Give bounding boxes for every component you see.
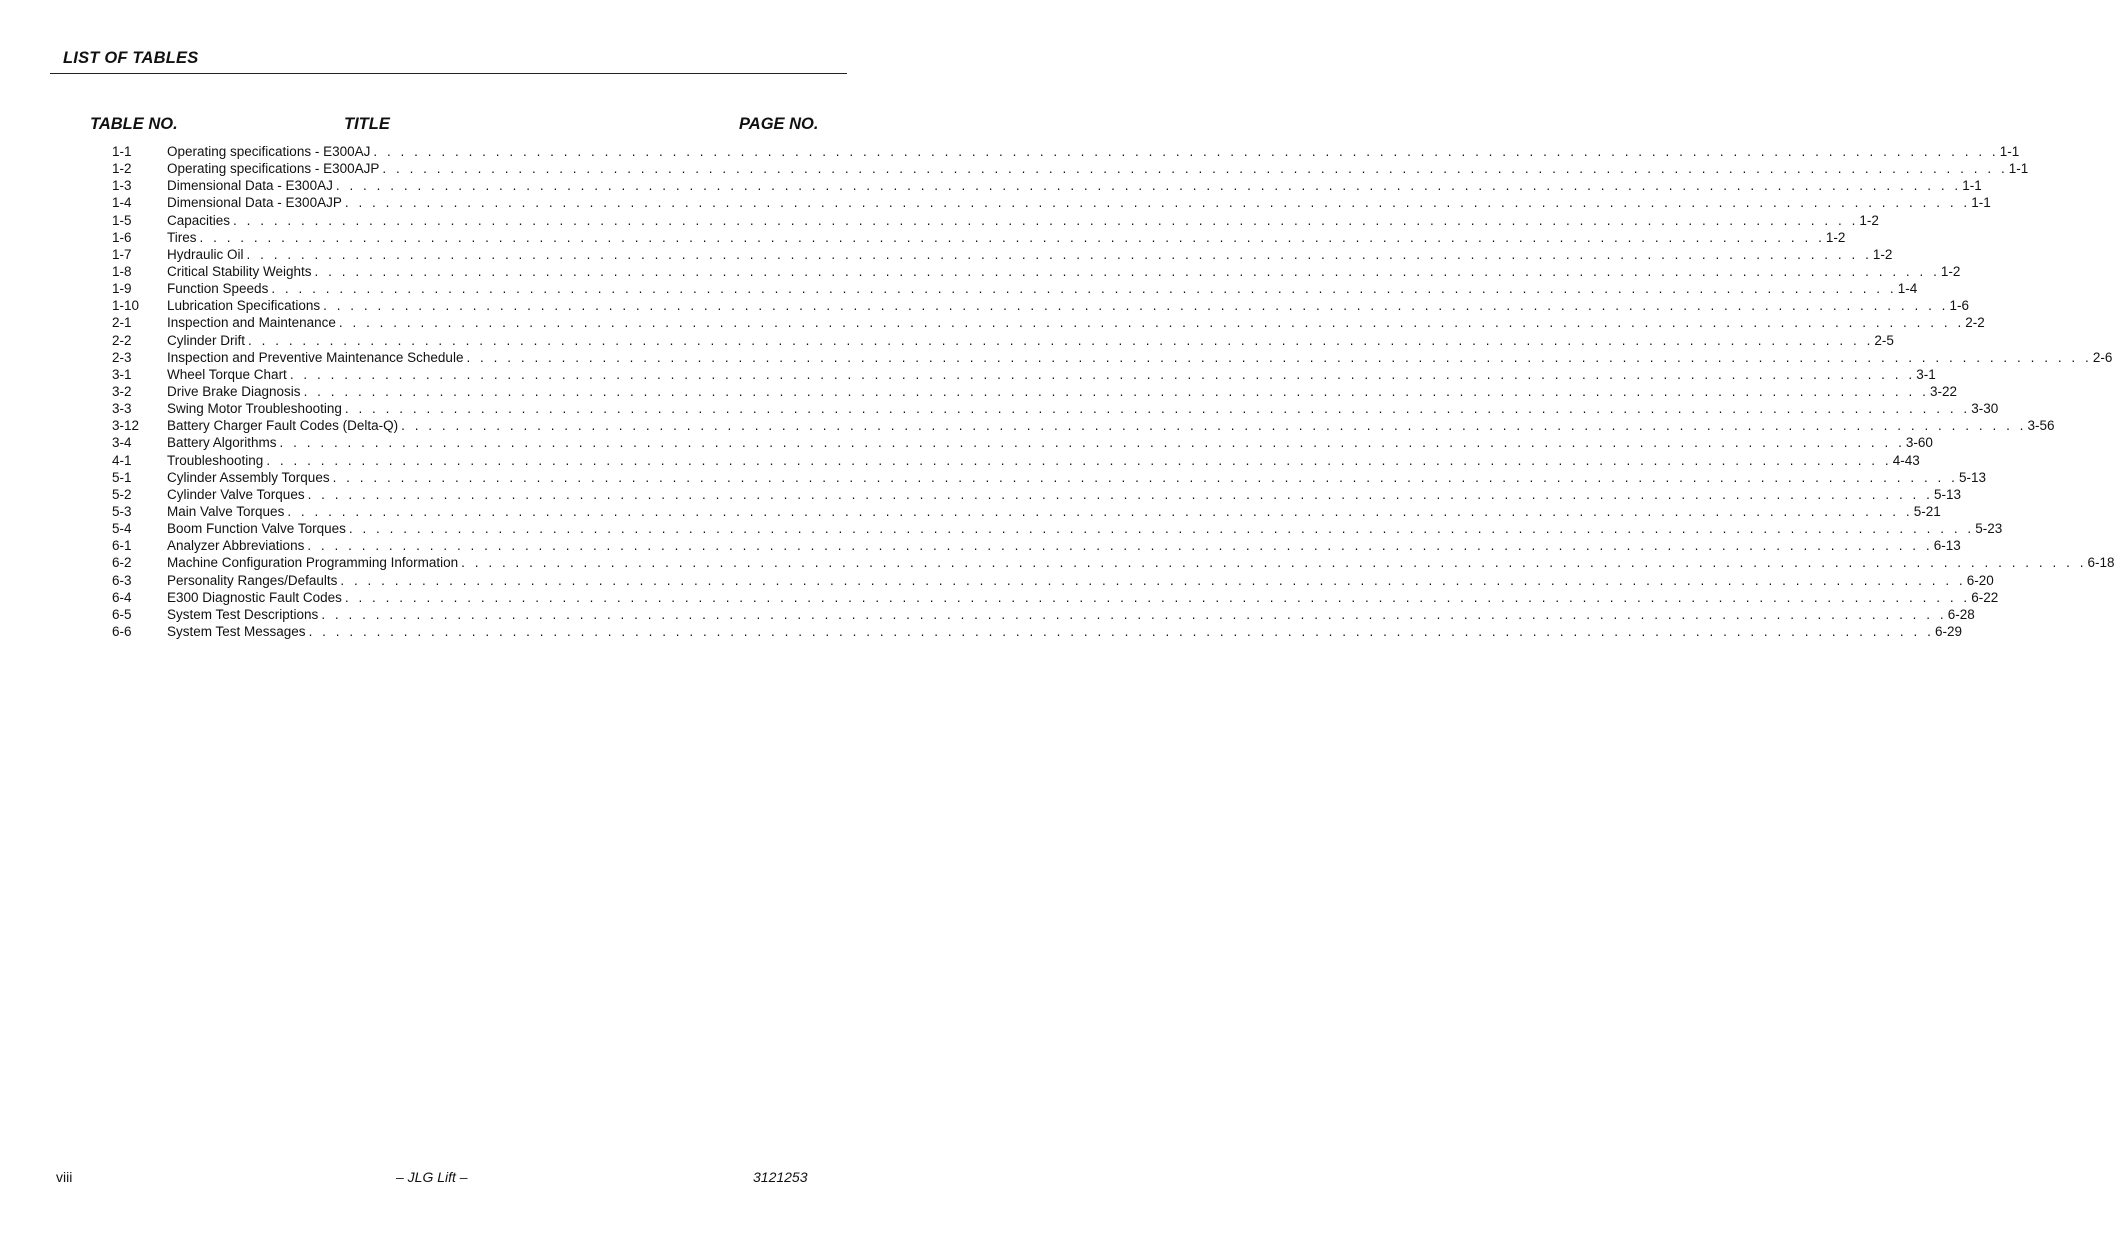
page-reference: 3-1 [1916, 366, 1936, 382]
toc-entry[interactable] [112, 623, 1962, 640]
toc-entry[interactable] [112, 177, 1982, 194]
entry-line [167, 486, 1961, 503]
dot-leader: . . . . . . . . . . . . . . . . . . . . . . . . . . . . . . . . . . . . . . . . . . . . . . . . . . . . . . . . . . . . . . . . . . . . . . . . . . . . . . . . . . . . . . . . . . . . . . . . . . . . . . . . . . . . . . . . . . . . . . . . [199, 229, 1825, 245]
toc-entry[interactable] [112, 383, 1957, 400]
table-title: Drive Brake Diagnosis [167, 383, 304, 400]
table-number: 6-2 [112, 555, 132, 571]
entry-line [167, 143, 2020, 160]
toc-entry[interactable] [112, 263, 1961, 280]
table-title: Machine Configuration Programming Information [167, 554, 461, 571]
table-number: 1-1 [112, 144, 132, 159]
toc-entry[interactable] [112, 297, 1969, 314]
page-reference: 6-13 [1933, 538, 1961, 554]
table-number: 1-3 [112, 178, 132, 194]
column-header-page-no: PAGE NO. [739, 115, 819, 133]
entry-line [167, 469, 1986, 486]
table-title: Battery Charger Fault Codes (Delta-Q) [167, 417, 401, 434]
entry-line [167, 160, 2029, 177]
page-reference: 1-1 [2008, 161, 2029, 177]
entry-line [167, 520, 2003, 537]
column-header-table-no: TABLE NO. [90, 115, 178, 133]
table-of-contents-list [112, 143, 2115, 640]
dot-leader: . . . . . . . . . . . . . . . . . . . . . . . . . . . . . . . . . . . . . . . . . . . . . . . . . . . . . . . . . . . . . . . . . . . . . . . . . . . . . . . . . . . . . . . . . . . . . . . . . . . . . . . . . . . . . . . . . . . . . . . . [461, 555, 2087, 571]
page-reference: 6-22 [1971, 589, 1999, 605]
entry-line [167, 280, 1918, 297]
entry-line [167, 246, 1893, 263]
dot-leader: . . . . . . . . . . . . . . . . . . . . . . . . . . . . . . . . . . . . . . . . . . . . . . . . . . . . . . . . . . . . . . . . . . . . . . . . . . . . . . . . . . . . . . . . . . . . . . . . . . . . . . . . . . . . . . . . . . . . . . . . [323, 298, 1949, 314]
dot-leader: . . . . . . . . . . . . . . . . . . . . . . . . . . . . . . . . . . . . . . . . . . . . . . . . . . . . . . . . . . . . . . . . . . . . . . . . . . . . . . . . . . . . . . . . . . . . . . . . . . . . . . . . . . . . . . . . . . . . . . . . [289, 366, 1916, 382]
table-title: Capacities [167, 212, 233, 229]
dot-leader: . . . . . . . . . . . . . . . . . . . . . . . . . . . . . . . . . . . . . . . . . . . . . . . . . . . . . . . . . . . . . . . . . . . . . . . . . . . . . . . . . . . . . . . . . . . . . . . . . . . . . . . . . . . . . . . . . . . . . . . . [271, 281, 1897, 297]
dot-leader: . . . . . . . . . . . . . . . . . . . . . . . . . . . . . . . . . . . . . . . . . . . . . . . . . . . . . . . . . . . . . . . . . . . . . . . . . . . . . . . . . . . . . . . . . . . . . . . . . . . . . . . . . . . . . . . . . . . . . . . . [373, 144, 1999, 159]
toc-entry[interactable] [112, 469, 1986, 486]
dot-leader: . . . . . . . . . . . . . . . . . . . . . . . . . . . . . . . . . . . . . . . . . . . . . . . . . . . . . . . . . . . . . . . . . . . . . . . . . . . . . . . . . . . . . . . . . . . . . . . . . . . . . . . . . . . . . . . . . . . . . . . . [382, 161, 2008, 177]
entry-line [167, 434, 1933, 451]
entry-line [167, 554, 2115, 571]
dot-leader: . . . . . . . . . . . . . . . . . . . . . . . . . . . . . . . . . . . . . . . . . . . . . . . . . . . . . . . . . . . . . . . . . . . . . . . . . . . . . . . . . . . . . . . . . . . . . . . . . . . . . . . . . . . . . . . . . . . . . . . . [466, 349, 2092, 365]
table-title: Troubleshooting [167, 452, 266, 469]
toc-entry[interactable] [112, 606, 1975, 623]
table-title: E300 Diagnostic Fault Codes [167, 589, 345, 606]
toc-entry[interactable] [112, 503, 1941, 520]
dot-leader: . . . . . . . . . . . . . . . . . . . . . . . . . . . . . . . . . . . . . . . . . . . . . . . . . . . . . . . . . . . . . . . . . . . . . . . . . . . . . . . . . . . . . . . . . . . . . . . . . . . . . . . . . . . . . . . . . . . . . . . . [233, 212, 1859, 228]
dot-leader: . . . . . . . . . . . . . . . . . . . . . . . . . . . . . . . . . . . . . . . . . . . . . . . . . . . . . . . . . . . . . . . . . . . . . . . . . . . . . . . . . . . . . . . . . . . . . . . . . . . . . . . . . . . . . . . . . . . . . . . . [344, 195, 1971, 211]
table-number: 1-2 [112, 161, 132, 177]
page-reference: 6-28 [1947, 606, 1975, 622]
table-title: System Test Messages [167, 623, 309, 640]
toc-entry[interactable] [112, 434, 1933, 451]
table-number: 1-6 [112, 229, 132, 245]
page-reference: 2-6 [2092, 349, 2113, 365]
entry-line [167, 177, 1982, 194]
toc-entry[interactable] [112, 537, 1961, 554]
dot-leader: . . . . . . . . . . . . . . . . . . . . . . . . . . . . . . . . . . . . . . . . . . . . . . . . . . . . . . . . . . . . . . . . . . . . . . . . . . . . . . . . . . . . . . . . . . . . . . . . . . . . . . . . . . . . . . . . . . . . . . . . [338, 315, 1965, 331]
table-number: 2-3 [112, 349, 132, 365]
table-number: 3-4 [112, 435, 132, 451]
table-title: Cylinder Assembly Torques [167, 469, 333, 486]
page-reference: 6-18 [2087, 555, 2115, 571]
table-title: Hydraulic Oil [167, 246, 247, 263]
dot-leader: . . . . . . . . . . . . . . . . . . . . . . . . . . . . . . . . . . . . . . . . . . . . . . . . . . . . . . . . . . . . . . . . . . . . . . . . . . . . . . . . . . . . . . . . . . . . . . . . . . . . . . . . . . . . . . . . . . . . . . . . [307, 538, 1933, 554]
footer-publisher: – JLG Lift – [396, 1169, 468, 1185]
entry-line [167, 314, 1985, 331]
page-reference: 1-2 [1859, 212, 1879, 228]
section-title: LIST OF TABLES [63, 49, 199, 67]
dot-leader: . . . . . . . . . . . . . . . . . . . . . . . . . . . . . . . . . . . . . . . . . . . . . . . . . . . . . . . . . . . . . . . . . . . . . . . . . . . . . . . . . . . . . . . . . . . . . . . . . . . . . . . . . . . . . . . . . . . . . . . . [348, 521, 1975, 537]
entry-line [167, 623, 1962, 640]
dot-leader: . . . . . . . . . . . . . . . . . . . . . . . . . . . . . . . . . . . . . . . . . . . . . . . . . . . . . . . . . . . . . . . . . . . . . . . . . . . . . . . . . . . . . . . . . . . . . . . . . . . . . . . . . . . . . . . . . . . . . . . . [314, 263, 1940, 279]
toc-entry[interactable] [112, 486, 1961, 503]
table-number: 6-1 [112, 538, 132, 554]
table-title: Critical Stability Weights [167, 263, 315, 280]
page-reference: 3-30 [1971, 401, 1999, 417]
toc-entry[interactable] [112, 366, 1936, 383]
page-reference: 1-1 [1999, 144, 2020, 159]
page-reference: 1-1 [1971, 195, 1991, 211]
entry-line [167, 263, 1961, 280]
table-title: Lubrication Specifications [167, 297, 323, 314]
toc-entry[interactable] [112, 554, 2115, 571]
page-reference: 3-60 [1905, 435, 1933, 451]
table-number: 5-4 [112, 521, 132, 537]
page-reference: 5-13 [1933, 486, 1961, 502]
dot-leader: . . . . . . . . . . . . . . . . . . . . . . . . . . . . . . . . . . . . . . . . . . . . . . . . . . . . . . . . . . . . . . . . . . . . . . . . . . . . . . . . . . . . . . . . . . . . . . . . . . . . . . . . . . . . . . . . . . . . . . . . [308, 623, 1934, 639]
dot-leader: . . . . . . . . . . . . . . . . . . . . . . . . . . . . . . . . . . . . . . . . . . . . . . . . . . . . . . . . . . . . . . . . . . . . . . . . . . . . . . . . . . . . . . . . . . . . . . . . . . . . . . . . . . . . . . . . . . . . . . . . [307, 486, 1933, 502]
page-reference: 1-2 [1940, 263, 1961, 279]
dot-leader: . . . . . . . . . . . . . . . . . . . . . . . . . . . . . . . . . . . . . . . . . . . . . . . . . . . . . . . . . . . . . . . . . . . . . . . . . . . . . . . . . . . . . . . . . . . . . . . . . . . . . . . . . . . . . . . . . . . . . . . . [335, 178, 1962, 194]
toc-entry[interactable] [112, 520, 2003, 537]
table-number: 1-7 [112, 246, 132, 262]
toc-entry[interactable] [112, 212, 1879, 229]
dot-leader: . . . . . . . . . . . . . . . . . . . . . . . . . . . . . . . . . . . . . . . . . . . . . . . . . . . . . . . . . . . . . . . . . . . . . . . . . . . . . . . . . . . . . . . . . . . . . . . . . . . . . . . . . . . . . . . . . . . . . . . . [340, 572, 1966, 588]
toc-entry[interactable] [112, 160, 2029, 177]
dot-leader: . . . . . . . . . . . . . . . . . . . . . . . . . . . . . . . . . . . . . . . . . . . . . . . . . . . . . . . . . . . . . . . . . . . . . . . . . . . . . . . . . . . . . . . . . . . . . . . . . . . . . . . . . . . . . . . . . . . . . . . . [321, 606, 1947, 622]
entry-line [167, 417, 2055, 434]
table-title: Main Valve Torques [167, 503, 287, 520]
dot-leader: . . . . . . . . . . . . . . . . . . . . . . . . . . . . . . . . . . . . . . . . . . . . . . . . . . . . . . . . . . . . . . . . . . . . . . . . . . . . . . . . . . . . . . . . . . . . . . . . . . . . . . . . . . . . . . . . . . . . . . . . [344, 401, 1971, 417]
table-title: Dimensional Data - E300AJ [167, 177, 336, 194]
footer-doc-number: 3121253 [753, 1169, 808, 1185]
page-reference: 1-1 [1962, 178, 1982, 194]
toc-entry[interactable] [112, 143, 2020, 160]
table-number: 3-1 [112, 366, 132, 382]
entry-line [167, 366, 1936, 383]
table-number: 2-2 [112, 332, 132, 348]
table-number: 3-2 [112, 383, 132, 399]
entry-line [167, 194, 1991, 211]
toc-entry[interactable] [112, 349, 2113, 366]
table-number: 1-9 [112, 281, 132, 297]
entry-line [167, 606, 1975, 623]
table-title: Operating specifications - E300AJ [167, 143, 373, 160]
table-number: 6-6 [112, 623, 132, 639]
dot-leader: . . . . . . . . . . . . . . . . . . . . . . . . . . . . . . . . . . . . . . . . . . . . . . . . . . . . . . . . . . . . . . . . . . . . . . . . . . . . . . . . . . . . . . . . . . . . . . . . . . . . . . . . . . . . . . . . . . . . . . . . [287, 503, 1913, 519]
entry-line [167, 297, 1969, 314]
toc-entry[interactable] [112, 452, 1920, 469]
entry-line [167, 229, 1846, 246]
dot-leader: . . . . . . . . . . . . . . . . . . . . . . . . . . . . . . . . . . . . . . . . . . . . . . . . . . . . . . . . . . . . . . . . . . . . . . . . . . . . . . . . . . . . . . . . . . . . . . . . . . . . . . . . . . . . . . . . . . . . . . . . [248, 332, 1874, 348]
page-reference: 5-23 [1975, 521, 2003, 537]
entry-line [167, 572, 1994, 589]
table-number: 1-5 [112, 212, 132, 228]
table-title: Function Speeds [167, 280, 271, 297]
page-reference: 3-56 [2027, 418, 2055, 434]
table-number: 6-3 [112, 572, 132, 588]
dot-leader: . . . . . . . . . . . . . . . . . . . . . . . . . . . . . . . . . . . . . . . . . . . . . . . . . . . . . . . . . . . . . . . . . . . . . . . . . . . . . . . . . . . . . . . . . . . . . . . . . . . . . . . . . . . . . . . . . . . . . . . . [246, 246, 1872, 262]
header-rule [50, 73, 847, 74]
table-title: Cylinder Valve Torques [167, 486, 308, 503]
page-reference: 6-29 [1934, 623, 1962, 639]
footer-page-number: viii [56, 1169, 73, 1185]
entry-line [167, 212, 1879, 229]
table-number: 6-4 [112, 589, 132, 605]
entry-line [167, 383, 1957, 400]
entry-line [167, 503, 1941, 520]
toc-entry[interactable] [112, 314, 1985, 331]
table-title: Personality Ranges/Defaults [167, 572, 340, 589]
toc-entry[interactable] [112, 417, 2055, 434]
dot-leader: . . . . . . . . . . . . . . . . . . . . . . . . . . . . . . . . . . . . . . . . . . . . . . . . . . . . . . . . . . . . . . . . . . . . . . . . . . . . . . . . . . . . . . . . . . . . . . . . . . . . . . . . . . . . . . . . . . . . . . . . [279, 435, 1905, 451]
table-number: 4-1 [112, 452, 132, 468]
toc-entry[interactable] [112, 280, 1918, 297]
table-title: Cylinder Drift [167, 332, 248, 349]
entry-line [167, 349, 2113, 366]
entry-line [167, 452, 1920, 469]
table-title: Operating specifications - E300AJP [167, 160, 382, 177]
entry-line [167, 537, 1961, 554]
table-title: System Test Descriptions [167, 606, 321, 623]
page-reference: 5-21 [1913, 503, 1941, 519]
table-title: Analyzer Abbreviations [167, 537, 307, 554]
entry-line [167, 589, 1999, 606]
table-number: 3-12 [112, 418, 140, 434]
page-reference: 1-6 [1949, 298, 1969, 314]
page-reference: 1-2 [1872, 246, 1893, 262]
page-reference: 1-2 [1825, 229, 1846, 245]
table-number: 5-3 [112, 503, 132, 519]
toc-entry[interactable] [112, 194, 1991, 211]
dot-leader: . . . . . . . . . . . . . . . . . . . . . . . . . . . . . . . . . . . . . . . . . . . . . . . . . . . . . . . . . . . . . . . . . . . . . . . . . . . . . . . . . . . . . . . . . . . . . . . . . . . . . . . . . . . . . . . . . . . . . . . . [303, 383, 1929, 399]
table-number: 2-1 [112, 315, 132, 331]
table-number: 1-8 [112, 263, 132, 279]
column-header-title: TITLE [344, 115, 390, 133]
table-title: Inspection and Maintenance [167, 314, 339, 331]
table-number: 5-2 [112, 486, 132, 502]
page-reference: 4-43 [1892, 452, 1920, 468]
page-reference: 5-13 [1958, 469, 1986, 485]
table-title: Boom Function Valve Torques [167, 520, 349, 537]
dot-leader: . . . . . . . . . . . . . . . . . . . . . . . . . . . . . . . . . . . . . . . . . . . . . . . . . . . . . . . . . . . . . . . . . . . . . . . . . . . . . . . . . . . . . . . . . . . . . . . . . . . . . . . . . . . . . . . . . . . . . . . . [332, 469, 1958, 485]
toc-entry[interactable] [112, 572, 1994, 589]
table-number: 1-4 [112, 195, 132, 211]
toc-entry[interactable] [112, 332, 1894, 349]
page-reference: 6-20 [1966, 572, 1994, 588]
page-reference: 1-4 [1897, 281, 1918, 297]
table-title: Tires [167, 229, 200, 246]
table-number: 3-3 [112, 401, 132, 417]
entry-line [167, 332, 1894, 349]
page-reference: 2-5 [1874, 332, 1894, 348]
entry-line [167, 400, 1999, 417]
table-title: Swing Motor Troubleshooting [167, 400, 345, 417]
table-number: 5-1 [112, 469, 132, 485]
table-number: 1-10 [112, 298, 140, 314]
table-title: Wheel Torque Chart [167, 366, 290, 383]
table-number: 6-5 [112, 606, 132, 622]
toc-entry[interactable] [112, 589, 1999, 606]
dot-leader: . . . . . . . . . . . . . . . . . . . . . . . . . . . . . . . . . . . . . . . . . . . . . . . . . . . . . . . . . . . . . . . . . . . . . . . . . . . . . . . . . . . . . . . . . . . . . . . . . . . . . . . . . . . . . . . . . . . . . . . . [401, 418, 2027, 434]
toc-entry[interactable] [112, 400, 1999, 417]
page-reference: 2-2 [1965, 315, 1985, 331]
toc-entry[interactable] [112, 229, 1846, 246]
page-reference: 3-22 [1929, 383, 1957, 399]
dot-leader: . . . . . . . . . . . . . . . . . . . . . . . . . . . . . . . . . . . . . . . . . . . . . . . . . . . . . . . . . . . . . . . . . . . . . . . . . . . . . . . . . . . . . . . . . . . . . . . . . . . . . . . . . . . . . . . . . . . . . . . . [344, 589, 1971, 605]
toc-entry[interactable] [112, 246, 1893, 263]
dot-leader: . . . . . . . . . . . . . . . . . . . . . . . . . . . . . . . . . . . . . . . . . . . . . . . . . . . . . . . . . . . . . . . . . . . . . . . . . . . . . . . . . . . . . . . . . . . . . . . . . . . . . . . . . . . . . . . . . . . . . . . . [266, 452, 1892, 468]
table-title: Dimensional Data - E300AJP [167, 194, 345, 211]
table-title: Inspection and Preventive Maintenance Schedule [167, 349, 466, 366]
table-title: Battery Algorithms [167, 434, 280, 451]
